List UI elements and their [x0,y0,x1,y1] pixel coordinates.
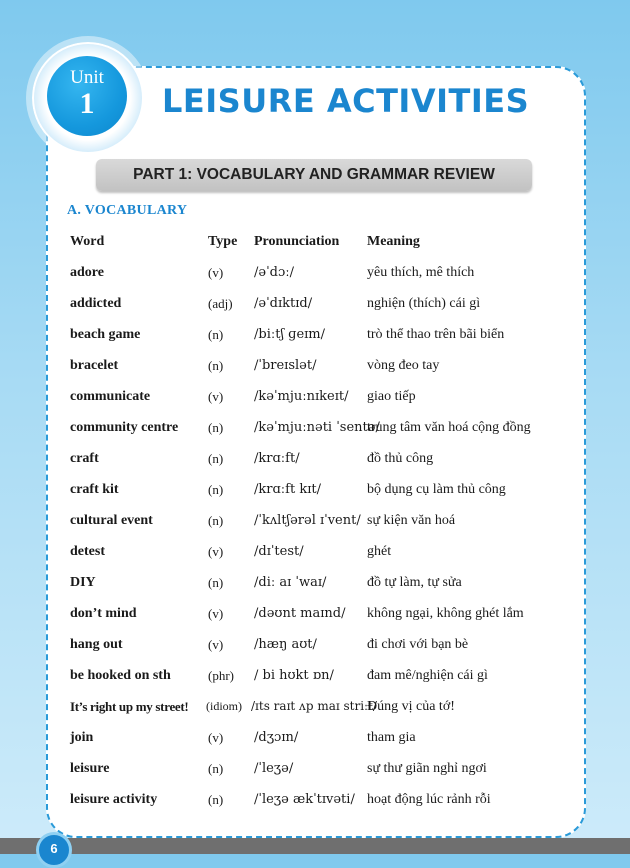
word-cell: It’s right up my street! [70,699,189,714]
type-cell: (v) [208,606,224,621]
table-body [70,257,570,815]
column-header-type: Type [208,234,238,249]
meaning-cell: hoạt động lúc rảnh rỗi [367,792,491,807]
table-row [70,691,570,722]
word-cell: join [70,730,94,745]
type-cell: (v) [208,637,224,652]
word-cell: hang out [70,637,123,652]
type-cell: (v) [208,265,224,280]
page-number: 6 [36,832,72,868]
meaning-cell: ghét [367,544,392,559]
word-cell: communicate [70,389,151,404]
meaning-cell: giao tiếp [367,389,416,404]
type-cell: (phr) [208,668,234,683]
type-cell: (idiom) [206,699,242,713]
meaning-cell: Đúng vị của tớ! [367,699,455,714]
section-heading: A. VOCABULARY [67,203,188,218]
type-cell: (n) [208,792,224,807]
word-cell: community centre [70,420,179,435]
part-banner: PART 1: VOCABULARY AND GRAMMAR REVIEW [96,159,532,191]
word-cell: leisure activity [70,792,158,807]
table-row [70,722,570,753]
type-cell: (n) [208,358,224,373]
pronunciation-cell: /əˈdɪktɪd/ [254,296,313,311]
meaning-cell: sự thư giãn nghỉ ngơi [367,761,487,776]
meaning-cell: vòng đeo tay [367,358,440,373]
meaning-cell: bộ dụng cụ làm thủ công [367,482,506,497]
pronunciation-cell: / bi hʊkt ɒn/ [254,668,334,683]
pronunciation-cell: /krɑːft kɪt/ [254,482,321,497]
word-cell: don’t mind [70,606,137,621]
table-row [70,381,570,412]
table-row [70,567,570,598]
table-row [70,753,570,784]
table-row [70,350,570,381]
word-cell: craft kit [70,482,119,497]
meaning-cell: trung tâm văn hoá cộng đồng [367,420,531,435]
type-cell: (v) [208,730,224,745]
type-cell: (v) [208,389,224,404]
word-cell: detest [70,544,105,559]
meaning-cell: yêu thích, mê thích [367,265,475,280]
pronunciation-cell: /hæŋ aʊt/ [254,637,317,652]
word-cell: leisure [70,761,110,776]
type-cell: (v) [208,544,224,559]
table-row [70,505,570,536]
table-row [70,257,570,288]
word-cell: adore [70,265,104,280]
meaning-cell: đam mê/nghiện cái gì [367,668,488,683]
type-cell: (adj) [208,296,233,311]
type-cell: (n) [208,513,224,528]
table-row [70,660,570,691]
word-cell: cultural event [70,513,153,528]
table-row [70,536,570,567]
unit-badge [47,56,127,136]
footer-bar [0,838,630,854]
unit-label: Unit [70,67,104,88]
table-header [70,226,570,257]
table-row [70,474,570,505]
pronunciation-cell: /dɪˈtest/ [254,544,304,559]
table-row [70,443,570,474]
meaning-cell: đồ thủ công [367,451,434,466]
unit-number: 1 [79,87,95,120]
word-cell: be hooked on sth [70,668,171,683]
pronunciation-cell: /krɑːft/ [254,451,300,466]
table-row [70,288,570,319]
table-row [70,784,570,815]
meaning-cell: nghiện (thích) cái gì [367,296,481,311]
word-cell: craft [70,451,99,466]
type-cell: (n) [208,575,224,590]
word-cell: DIY [70,575,96,590]
pronunciation-cell: /ˈleʒə ækˈtɪvəti/ [254,792,355,807]
table-row [70,412,570,443]
type-cell: (n) [208,420,224,435]
word-cell: addicted [70,296,122,311]
column-header-pronunciation: Pronunciation [254,234,340,249]
type-cell: (n) [208,451,224,466]
pronunciation-cell: /diː aɪ ˈwaɪ/ [254,575,327,590]
meaning-cell: đi chơi với bạn bè [367,637,469,652]
pronunciation-cell: /dəʊnt maɪnd/ [254,606,346,621]
pronunciation-cell: /kəˈmjuːnɪkeɪt/ [254,389,349,404]
page-title: LEISURE ACTIVITIES [162,82,530,120]
word-cell: beach game [70,327,141,342]
table-row [70,319,570,350]
type-cell: (n) [208,761,224,776]
meaning-cell: không ngại, không ghét lắm [367,606,524,621]
pronunciation-cell: /dʒɔɪn/ [254,730,299,745]
meaning-cell: sự kiện văn hoá [367,513,456,528]
pronunciation-cell: /ˈkʌltʃərəl ɪˈvent/ [254,513,361,528]
table-row [70,598,570,629]
pronunciation-cell: /ɪts raɪt ʌp maɪ striːt/ [251,699,377,713]
table-row [70,629,570,660]
type-cell: (n) [208,482,224,497]
meaning-cell: trò thể thao trên bãi biển [367,327,505,342]
column-header-meaning: Meaning [367,234,420,249]
type-cell: (n) [208,327,224,342]
pronunciation-cell: /ˈbreɪslət/ [254,358,317,373]
word-cell: bracelet [70,358,119,373]
vocabulary-table [70,226,570,815]
column-header-word: Word [70,234,105,249]
pronunciation-cell: /ˈleʒə/ [254,761,294,776]
pronunciation-cell: /biːtʃ ɡeɪm/ [254,327,326,342]
meaning-cell: tham gia [367,730,416,745]
meaning-cell: đồ tự làm, tự sửa [367,575,462,590]
pronunciation-cell: /kəˈmjuːnəti ˈsentə/ [254,420,380,435]
pronunciation-cell: /əˈdɔː/ [254,265,295,280]
